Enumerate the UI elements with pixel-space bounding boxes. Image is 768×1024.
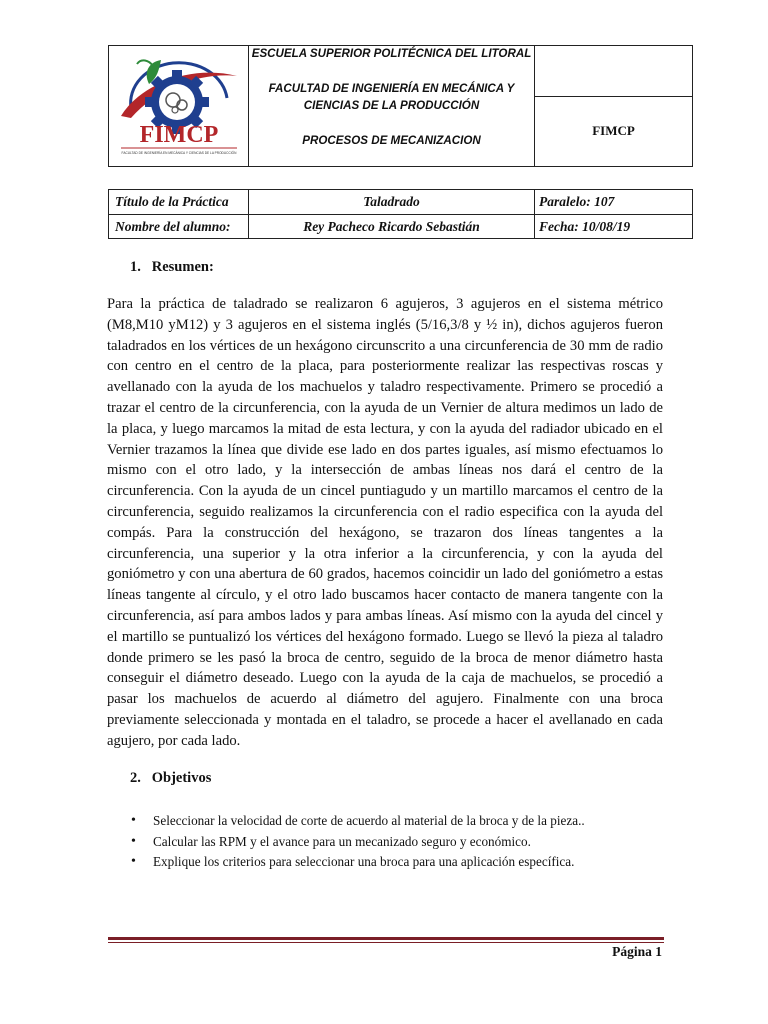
header-title-cell — [249, 46, 535, 166]
objetivos-heading: 2. Objetivos — [130, 770, 212, 786]
practice-title-label: Título de la Práctica — [109, 190, 249, 214]
fimcp-logo — [109, 46, 249, 166]
footer-rule-thin — [108, 942, 664, 943]
info-row-2 — [109, 214, 692, 239]
footer-rule — [108, 937, 664, 940]
date-value: Fecha: 10/08/19 — [539, 219, 631, 234]
faculty-line-2: CIENCIAS DE LA PRODUCCIÓN — [303, 99, 480, 112]
list-item: • Seleccionar la velocidad de corte de acuerdo al material de la broca y de la pieza.. — [131, 811, 651, 832]
course-name: PROCESOS DE MECANIZACION — [302, 134, 481, 147]
list-item: • Explique los criterios para seleccionar una broca para una aplicación específica. — [131, 852, 651, 873]
school-name: ESCUELA SUPERIOR POLITÉCNICA DEL LITORAL — [251, 47, 532, 60]
student-name-label: Nombre del alumno: — [109, 215, 249, 239]
header-right-cell — [535, 46, 692, 166]
header-table — [108, 45, 693, 167]
info-table — [108, 189, 693, 239]
info-row-1 — [109, 190, 692, 214]
paralelo-value: Paralelo: 107 — [539, 194, 615, 209]
logo-cell — [109, 46, 249, 166]
resumen-paragraph: Para la práctica de taladrado se realizaron 6 agujeros, 3 agujeros en el sistema métrico (M8,M10 yM12) y 3 agujeros en el sistema inglés (5/16,3/8 y ½ in), dichos agujeros fueron taladrados en los vértices de un hexágono circunscrito a una circunferencia de 30 mm de radio con centro en el centro de la placa, para posteriormente realizar las respectivas roscas y avellanado con la ayuda de los machuelos y taladro respectivamente. Primero se procedió a trazar el centro de la circunferencia, con la ayuda de un Vernier de altura medimos un lado de la placa, y luego marcamos la mitad de esta lectura, y con la ayuda del radiador ubicado en el Vernier trazamos la línea que divide ese lado en dos partes iguales, así mismo efectuamos lo mismo con el otro lado, y la intersección de ambas líneas nos dará el centro de la circunferencia. Con la ayuda de un cincel puntiagudo y un martillo marcamos el centro de la circunferencia, seguido realizamos la circunferencia con el radio especifica con la ayuda del compás. Para la construcción del hexágono, se trazaron dos líneas tangentes a la circunferencia, una superior y la otra inferior a la circunferencia, y con la ayuda del goniómetro y con una abertura de 60 grados, hacemos coincidir un lado del goniómetro a estas líneas tangente al círculo, y el otro lado buscamos hacer contacto de manera tangente con la circunferencia, así para ambos lados y para ambas líneas. Así mismo con la ayuda del cincel y el martillo se puntualizó los vértices del hexágono formado. Luego se llevó la pieza al taladro donde primero se les pasó la broca de centro, seguido de la broca de menor diámetro hasta conseguir el diámetro deseado. Luego con la ayuda de la caja de machuelos, se procedió a pasar los machuelos de acuerdo al diámetro del agujero. Finalmente con una broca previamente seleccionada y montada en el taladro, se procede a hacer el avellanado en cada agujero, por cada lado. — [107, 296, 663, 749]
list-item: • Calcular las RPM y el avance para un mecanizado seguro y económico. — [131, 832, 651, 853]
logo-text: FIMCP — [139, 122, 219, 148]
student-name-value: Rey Pacheco Ricardo Sebastián — [249, 215, 535, 239]
resumen-heading: 1. Resumen: — [130, 259, 214, 275]
practice-title-value: Taladrado — [249, 190, 535, 214]
objetivos-list — [131, 811, 651, 873]
header-empty-cell — [535, 46, 692, 97]
logo-subtext: FACULTAD DE INGENIERÍA EN MECÁNICA Y CIENCIAS DE LA PRODUCCIÓN — [121, 151, 237, 155]
page-number: Página 1 — [612, 944, 662, 959]
faculty-line-1: FACULTAD DE INGENIERÍA EN MECÁNICA Y — [268, 82, 515, 95]
header-fimcp-label: FIMCP — [592, 123, 635, 138]
